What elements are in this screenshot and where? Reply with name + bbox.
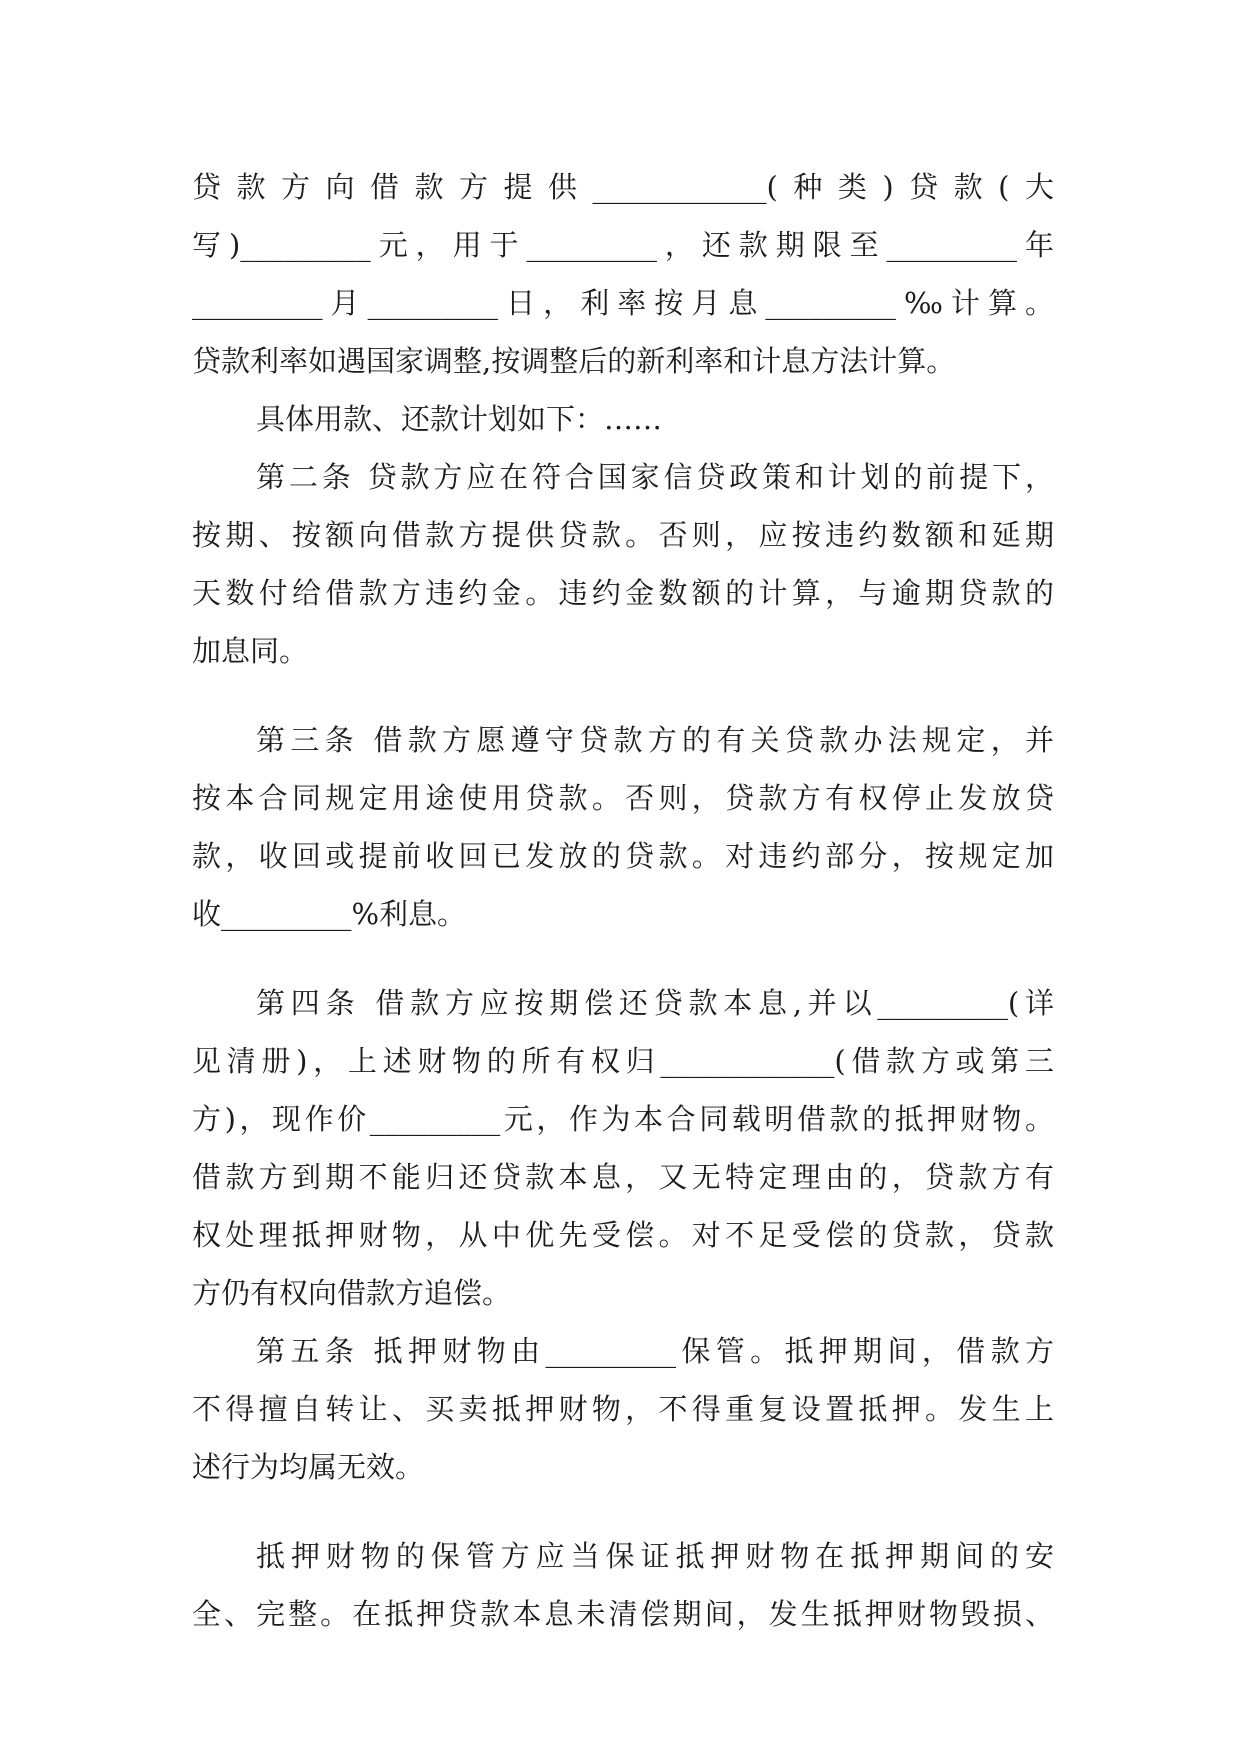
text-line: 收_________%利息。 — [192, 897, 467, 931]
text-line: 全、完整。在抵押贷款本息未清偿期间，发生抵押财物毁损、 — [192, 1597, 1054, 1631]
text-line: _________月_________日，利率按月息_________‰计算。 — [192, 286, 1054, 320]
text-line: 借款方到期不能归还贷款本息，又无特定理由的，贷款方有 — [192, 1160, 1054, 1194]
text-line: 权处理抵押财物，从中优先受偿。对不足受偿的贷款，贷款 — [192, 1218, 1054, 1252]
text-line: 不得擅自转让、买卖抵押财物，不得重复设置抵押。发生上 — [192, 1392, 1054, 1426]
document-body — [192, 158, 1054, 1643]
paragraph-article-5 — [192, 1322, 1054, 1496]
text-line: 具体用款、还款计划如下：…… — [256, 402, 663, 436]
text-line: 第五条 抵押财物由_________保管。抵押期间，借款方 — [256, 1334, 1054, 1368]
text-line: 见清册)，上述财物的所有权归____________(借款方或第三 — [192, 1044, 1054, 1078]
text-line: 款，收回或提前收回已发放的贷款。对违约部分，按规定加 — [192, 839, 1054, 873]
paragraph-article-2 — [192, 448, 1054, 680]
paragraph-repayment-plan — [192, 390, 1054, 448]
text-line: 加息同。 — [192, 634, 309, 668]
text-line: 写)_________元，用于_________，还款期限至_________年 — [192, 228, 1054, 262]
text-line: 方)，现作价_________元，作为本合同载明借款的抵押财物。 — [192, 1102, 1054, 1136]
text-line: 贷款方向借款方提供____________(种类)贷款(大 — [192, 170, 1054, 204]
text-line: 第四条 借款方应按期偿还贷款本息,并以_________(详 — [256, 986, 1054, 1020]
text-line: 按期、按额向借款方提供贷款。否则，应按违约数额和延期 — [192, 518, 1054, 552]
paragraph-custody-clause — [192, 1527, 1054, 1643]
text-line: 方仍有权向借款方追偿。 — [192, 1276, 512, 1310]
paragraph-article-4 — [192, 974, 1054, 1322]
paragraph-spacing — [192, 943, 1054, 974]
text-line: 按本合同规定用途使用贷款。否则，贷款方有权停止发放贷 — [192, 781, 1054, 815]
text-line: 第二条 贷款方应在符合国家信贷政策和计划的前提下， — [256, 460, 1054, 494]
text-line: 贷款利率如遇国家调整,按调整后的新利率和计息方法计算。 — [192, 344, 956, 378]
paragraph-spacing — [192, 1496, 1054, 1527]
text-line: 述行为均属无效。 — [192, 1450, 425, 1484]
text-line: 第三条 借款方愿遵守贷款方的有关贷款办法规定，并 — [256, 723, 1054, 757]
text-line: 抵押财物的保管方应当保证抵押财物在抵押期间的安 — [256, 1539, 1054, 1573]
text-line: 天数付给借款方违约金。违约金数额的计算，与逾期贷款的 — [192, 576, 1054, 610]
paragraph-spacing — [192, 680, 1054, 711]
paragraph-article-3 — [192, 711, 1054, 943]
paragraph-loan-terms — [192, 158, 1054, 390]
